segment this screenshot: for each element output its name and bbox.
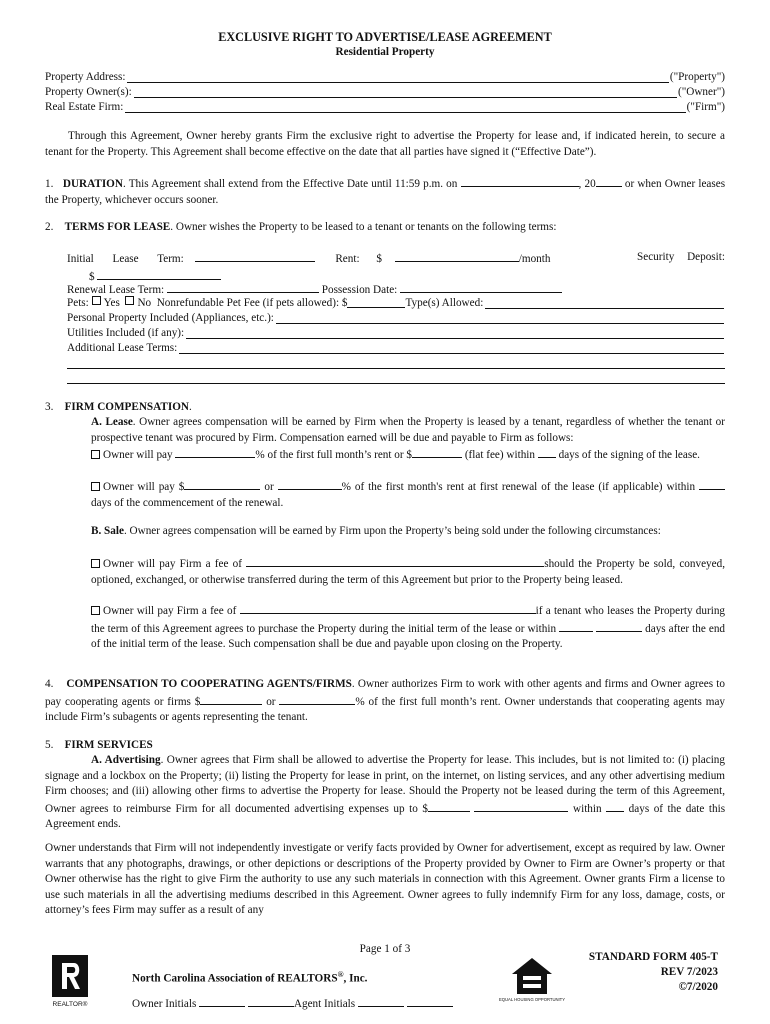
property-owner-label: Property Owner(s): <box>45 86 132 98</box>
additional-terms-field[interactable] <box>179 341 724 354</box>
section-number: 1. <box>45 178 54 190</box>
possession-date-field[interactable] <box>400 281 562 293</box>
property-address-field[interactable] <box>127 70 668 83</box>
section-heading: TERMS FOR LEASE <box>64 221 171 233</box>
document-title: EXCLUSIVE RIGHT TO ADVERTISE/LEASE AGREEMENT <box>218 30 552 44</box>
services-advertising: A. Advertising. Owner agrees that Firm shall be allowed to advertise the Property for lease. This includes, but is not limited to: (i) placing signage and a lockbox on the Property; (ii) listing the Property for lease in print, on the internet, on listing services, and any other advertising medium Firm chooses; and (iii) allowing other firms to advertise the Property for lease. Should the Property not be leased during the term of this Agreement, Owner agrees to reimburse Firm for all documented advertising expenses up to $ within days of the date this Agreement ends. <box>45 754 726 830</box>
form-name: STANDARD FORM 405-T <box>588 951 718 963</box>
equal-housing-opportunity-icon <box>498 956 566 1008</box>
section-heading: FIRM COMPENSATION <box>64 401 189 413</box>
sale-option-1: Owner will pay Firm a fee of should the Property be sold, conveyed, optioned, exchanged, or otherwise transferred during the term of this Agreement but prior to the Property being leased. <box>91 555 725 588</box>
section-cooperating: 4. COMPENSATION TO COOPERATING AGENTS/FIRMS. Owner authorizes Firm to work with other agents and firms and Owner agrees to pay cooperating agents or firms $ or % of the first full month’s rent. Owner understands that cooperating agents may include Firm’s subagents or agents representing the tenant. <box>45 678 726 723</box>
personal-property-field[interactable] <box>276 311 724 324</box>
sale-within-field[interactable] <box>559 620 593 632</box>
owner-initials-field-1[interactable] <box>199 995 245 1007</box>
additional-terms-line-2[interactable] <box>67 368 725 369</box>
personal-property-row: Personal Property Included (Appliances, etc.): <box>67 311 725 327</box>
realtor-logo-icon <box>48 955 92 1009</box>
lease-subheading: A. Lease <box>91 416 133 428</box>
section-heading: COMPENSATION TO COOPERATING AGENTS/FIRMS <box>66 678 352 690</box>
section-services <box>45 738 725 754</box>
property-address-label: Property Address: <box>45 71 126 83</box>
initial-lease-term-field[interactable] <box>195 250 315 262</box>
pets-row: Pets: Yes No Nonrefundable Pet Fee (if pets allowed): $ Type(s) Allowed: <box>67 296 725 312</box>
real-estate-firm-label: Real Estate Firm: <box>45 101 124 113</box>
lease-days-field[interactable] <box>538 446 556 458</box>
intro-paragraph: Through this Agreement, Owner hereby grants Firm the exclusive right to advertise the Property for lease and, if indicated herein, to secure a tenant for the Property. This Agreement shall become effective on the date that all parties have signed it (“Effective Date”). <box>45 130 725 158</box>
form-copyright: ©7/2020 <box>678 981 718 993</box>
initials-row: Owner Initials Agent Initials <box>132 995 453 1013</box>
compensation-lease: A. Lease. Owner agrees compensation will be earned by Firm when the Property is leased by a tenant, regardless of whether the tenant or prospective tenant was procured by Firm. Compensation earned will be due and payable to Firm as follows: <box>91 416 725 444</box>
real-estate-firm-row <box>45 100 725 116</box>
lease-option-2-checkbox[interactable] <box>91 482 100 491</box>
form-revision: REV 7/2023 <box>660 966 718 978</box>
additional-terms-line-3[interactable] <box>67 383 725 384</box>
eho-logo-text: EQUAL HOUSING OPPORTUNITY <box>498 997 566 1002</box>
realtor-logo-text: REALTOR® <box>52 1001 88 1008</box>
lease-option-2: Owner will pay $ or % of the first month's rent at first renewal of the lease (if applicable) within days of the commencement of the renewal. <box>91 478 725 511</box>
lease-option-1: Owner will pay % of the first full month’s rent or $ (flat fee) within days of the signing of the lease. <box>91 446 725 464</box>
sale-fee-field-2[interactable] <box>240 602 536 614</box>
lease-option-1-checkbox[interactable] <box>91 450 100 459</box>
duration-year-field[interactable] <box>596 175 622 187</box>
agent-initials-field-1[interactable] <box>358 995 404 1007</box>
owner-initials-field-2[interactable] <box>248 995 294 1007</box>
real-estate-firm-field[interactable] <box>125 100 685 113</box>
real-estate-firm-suffix: ("Firm") <box>686 101 725 113</box>
section-terms: 2. TERMS FOR LEASE. Owner wishes the Property to be leased to a tenant or tenants on the following terms: <box>45 221 557 233</box>
property-address-row <box>45 70 725 86</box>
section-number: 5. <box>45 739 54 751</box>
utilities-row: Utilities Included (if any): <box>67 326 725 342</box>
sale-subheading: B. Sale <box>91 525 124 537</box>
renewal-percent-field[interactable] <box>278 478 342 490</box>
pets-yes-checkbox[interactable] <box>92 296 101 305</box>
pet-fee-field[interactable] <box>347 296 405 308</box>
security-deposit-field[interactable] <box>97 268 221 280</box>
section-compensation: 3. FIRM COMPENSATION. <box>45 401 192 413</box>
utilities-field[interactable] <box>186 326 724 339</box>
sale-option-1-checkbox[interactable] <box>91 559 100 568</box>
section-number: 3. <box>45 401 54 413</box>
sale-option-2: Owner will pay Firm a fee of if a tenant who leases the Property during the term of this Agreement agrees to purchase the Property during the initial term of the lease or within days after the end of the initial term of the lease. Such compensation shall be due and payable upon closing on the Property. <box>91 602 725 653</box>
renewal-amount-field[interactable] <box>184 478 260 490</box>
pet-types-field[interactable] <box>485 296 724 309</box>
sale-fee-field-1[interactable] <box>246 555 544 567</box>
form-info <box>560 950 718 995</box>
advertising-cap-field[interactable] <box>428 800 470 812</box>
owner-understands-paragraph: Owner understands that Firm will not independently investigate or verify facts provided by Owner for advertisement, except as required by law. Owner warrants that any photographs, drawings, or other depictions or descriptions of the Property provided by Owner to Firm are Owner’s property or that Owner otherwise has the right to give Firm the authority to use any such materials in connection with this Agreement. Owner grants Firm a license to use such materials in all the advertising mediums described in this Agreement. Owner agrees to fully indemnify Firm for any loss, damage, costs, or attorney’s fees Firm may suffer as a result of any <box>45 842 725 916</box>
initial-lease-term-row: Initial Lease Term: Rent: $ /month Security Deposit: $ <box>67 251 725 283</box>
section-number: 2. <box>45 221 54 233</box>
lease-flat-fee-field[interactable] <box>412 446 462 458</box>
advertising-subheading: A. Advertising <box>91 754 161 766</box>
renewal-lease-term-field[interactable] <box>167 281 319 293</box>
coop-percent-field[interactable] <box>279 693 355 705</box>
section-number: 4. <box>45 678 54 690</box>
association-name: North Carolina Association of REALTORS®, Inc. <box>132 970 368 985</box>
agent-initials-field-2[interactable] <box>407 995 453 1007</box>
duration-date-field[interactable] <box>461 175 579 187</box>
advertising-cap-field-2[interactable] <box>474 800 568 812</box>
document-subtitle: Residential Property <box>335 46 435 58</box>
page-number: Page 1 of 3 <box>359 943 411 955</box>
property-owner-field[interactable] <box>134 85 677 98</box>
sale-option-2-checkbox[interactable] <box>91 606 100 615</box>
property-owner-suffix: ("Owner") <box>677 86 725 98</box>
section-heading: FIRM SERVICES <box>64 739 153 751</box>
property-address-suffix: ("Property") <box>669 71 725 83</box>
additional-terms-row: Additional Lease Terms: <box>67 341 725 357</box>
coop-amount-field[interactable] <box>200 693 262 705</box>
compensation-sale: B. Sale. Owner agrees compensation will be earned by Firm upon the Property’s being sold under the following circumstances: <box>91 525 661 537</box>
section-duration: 1. DURATION. This Agreement shall extend from the Effective Date until 11:59 p.m. on , 20 or when Owner leases the Property, whichever occurs sooner. <box>45 175 725 208</box>
property-owner-row <box>45 85 725 101</box>
lease-percent-field[interactable] <box>175 446 255 458</box>
sale-days-field[interactable] <box>596 620 642 632</box>
advertising-days-field[interactable] <box>606 800 624 812</box>
rent-field[interactable] <box>395 250 519 262</box>
section-heading: DURATION <box>62 178 123 190</box>
renewal-row: Renewal Lease Term: Possession Date: <box>67 281 725 299</box>
renewal-days-field[interactable] <box>699 478 725 490</box>
pets-no-checkbox[interactable] <box>125 296 134 305</box>
